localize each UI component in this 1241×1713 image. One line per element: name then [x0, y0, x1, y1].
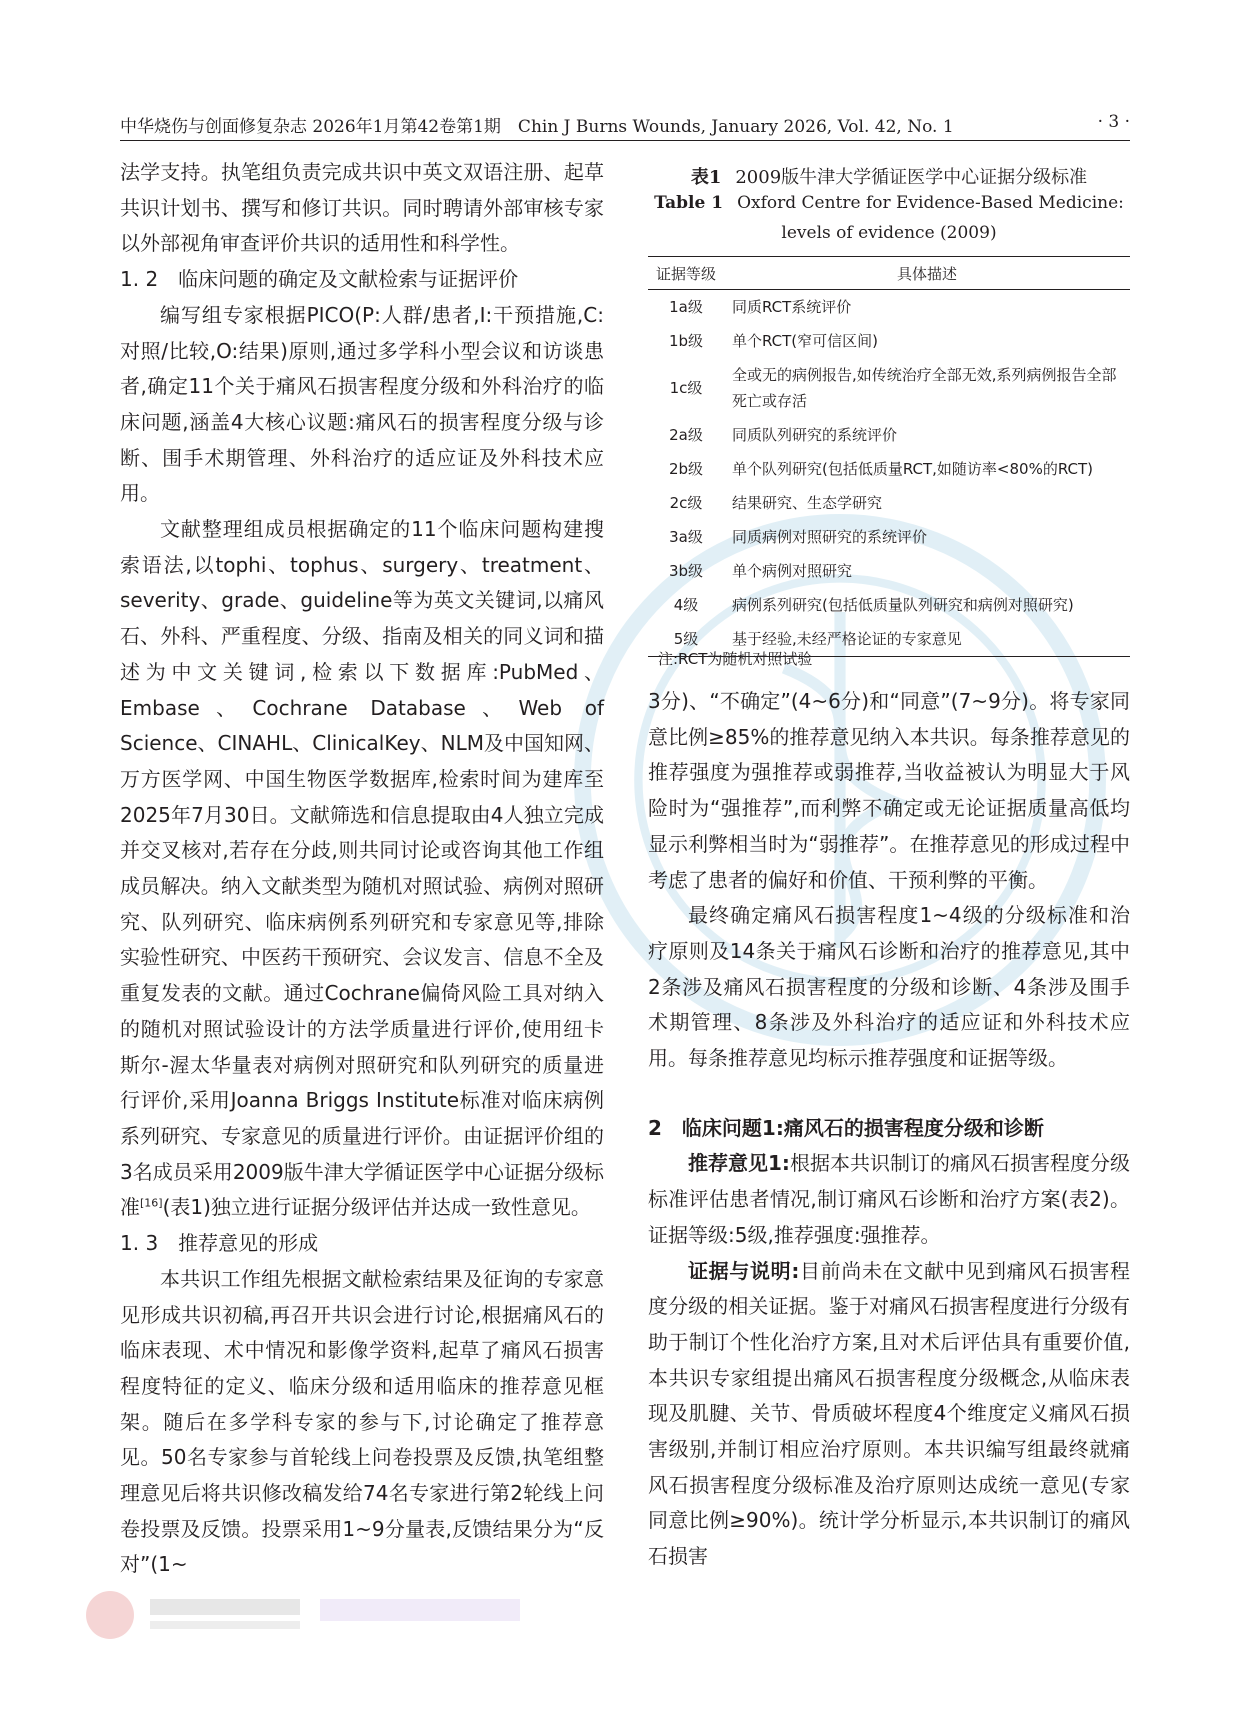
- paragraph: 3分)、“不确定”(4~6分)和“同意”(7~9分)。将专家同意比例≥85%的推荐意见纳入本共识。每条推荐意见的推荐强度为强推荐或弱推荐,当收益被认为明显大于风险时为“强推荐”,而利弊不确定或无论证据质量高低均显示利弊相当时为“弱推荐”。在推荐意见的形成过程中考虑了患者的偏好和价值、干预利弊的平衡。: [648, 689, 1130, 892]
- evidence-description-cell: 同质病例对照研究的系统评价: [732, 528, 928, 546]
- evidence-paragraph: [648, 1254, 1130, 1575]
- table-title-cn: [648, 163, 1130, 189]
- column-header-description: 具体描述: [724, 257, 1130, 290]
- section-heading-1-2: 1. 2 临床问题的确定及文献检索与证据评价: [120, 267, 519, 292]
- recommendation-text: 根据本共识制订的痛风石损害程度分级标准评估患者情况,制订痛风石诊断和治疗方案(表2)。证据等级:5级,推荐强度:强推荐。: [648, 1151, 1131, 1247]
- evidence-description-cell: 单个队列研究(包括低质量RCT,如随访率<80%的RCT): [732, 460, 1094, 478]
- table-row: [648, 418, 1130, 452]
- page-number: · 3 ·: [1097, 112, 1130, 132]
- evidence-grade-cell: 2c级: [669, 494, 703, 512]
- evidence-description-cell: 同质队列研究的系统评价: [732, 426, 898, 444]
- evidence-grade-cell: 4级: [673, 596, 699, 614]
- citation-ref[interactable]: [16]: [140, 1196, 163, 1210]
- paragraph-text: (表1)独立进行证据分级评估并达成一致性意见。: [162, 1195, 591, 1220]
- paragraph: 最终确定痛风石损害程度1~4级的分级标准和治疗原则及14条关于痛风石诊断和治疗的推荐意见,其中2条涉及痛风石损害程度的分级和诊断、4条涉及围手术期管理、8条涉及外科治疗的适应证和外科技术应用。每条推荐意见均标示推荐强度和证据等级。: [648, 903, 1130, 1071]
- header-rule: [120, 140, 1130, 141]
- evidence-description-cell: 单个RCT(窄可信区间): [732, 332, 879, 350]
- evidence-grade-cell: 5级: [648, 622, 724, 657]
- evidence-grade-cell: 2a级: [669, 426, 703, 444]
- table-row: [648, 290, 1130, 325]
- paragraph: 编写组专家根据PICO(P:人群/患者,I:干预措施,C:对照/比较,O:结果)原则,通过多学科小型会议和访谈患者,确定11个关于痛风石损害程度分级和外科治疗的临床问题,涵盖4大核心议题:痛风石的损害程度分级与诊断、围手术期管理、外科治疗的适应证及外科技术应用。: [120, 302, 604, 506]
- right-column: [648, 684, 1130, 1575]
- column-header-grade: 证据等级: [648, 257, 724, 290]
- paragraph: 法学支持。执笔组负责完成共识中英文双语注册、起草共识计划书、撰写和修订共识。同时聘请外部审核专家以外部视角审查评价共识的适用性和科学性。: [120, 160, 604, 256]
- evidence-description-cell: 同质RCT系统评价: [732, 298, 852, 316]
- evidence-grade-cell: 1c级: [669, 379, 703, 397]
- evidence-levels-table: [648, 256, 1130, 657]
- table-row: [648, 452, 1130, 486]
- recommendation-paragraph: [648, 1146, 1130, 1253]
- table-row: [648, 554, 1130, 588]
- evidence-grade-cell: 2b级: [668, 460, 704, 478]
- table-label-en: Table 1: [654, 193, 724, 213]
- publisher-logo-watermark: [80, 1585, 560, 1645]
- evidence-description-cell: 单个病例对照研究: [732, 562, 853, 580]
- evidence-description-cell: 病例系列研究(包括低质量队列研究和病例对照研究): [732, 596, 1074, 614]
- table-title-en: [648, 193, 1130, 213]
- evidence-grade-cell: 1a级: [669, 298, 703, 316]
- section-heading-2: 2 临床问题1:痛风石的损害程度分级和诊断: [648, 1115, 1044, 1140]
- evidence-grade-cell: 3b级: [668, 562, 704, 580]
- journal-citation: 中华烧伤与创面修复杂志 2026年1月第42卷第1期 Chin J Burns Wounds, January 2026, Vol. 42, No. 1: [120, 117, 954, 137]
- evidence-description-cell: 基于经验,未经严格论证的专家意见: [724, 622, 1130, 657]
- table-note: 注:RCT为随机对照试验: [658, 650, 813, 668]
- evidence-grade-cell: 1b级: [668, 332, 704, 350]
- evidence-description-cell: 全或无的病例报告,如传统治疗全部无效,系列病例报告全部死亡或存活: [732, 366, 1117, 410]
- table-title-en-line2: levels of evidence (2009): [781, 223, 997, 243]
- recommendation-label: 推荐意见1:: [688, 1151, 790, 1176]
- running-header: [120, 108, 1130, 138]
- table-row: [648, 324, 1130, 358]
- paragraph: 本共识工作组先根据文献检索结果及征询的专家意见形成共识初稿,再召开共识会进行讨论,根据痛风石的临床表现、术中情况和影像学资料,起草了痛风石损害程度特征的定义、临床分级和适用临床的推荐意见框架。随后在多学科专家的参与下,讨论确定了推荐意见。50名专家参与首轮线上问卷投票及反馈,执笔组整理意见后将共识修改稿发给74名专家进行第2轮线上问卷投票及反馈。投票采用1~9分量表,反馈结果分为“反对”(1~: [120, 1266, 604, 1577]
- evidence-description-cell: 结果研究、生态学研究: [732, 494, 883, 512]
- left-column: [120, 155, 604, 1583]
- table-row: [648, 358, 1130, 418]
- table-title-text: 2009版牛津大学循证医学中心证据分级标准: [735, 167, 1088, 188]
- paragraph-text: 文献整理组成员根据确定的11个临床问题构建搜索语法,以tophi、tophus、surgery、treatment、severity、grade、guideline等为英文关键词,以痛风石、外科、严重程度、分级、指南及相关的同义词和描述为中文关键词,检索以下数据库:PubMed、Embase、Cochrane Database、Web of Science、CINAHL、ClinicalKey、NLM及中国知网、万方医学网、中国生物医学数据库,检索时间为建库至2025年7月30日。文献筛选和信息提取由4人独立完成并交叉核对,若存在分歧,则共同讨论或咨询其他工作组成员解决。纳入文献类型为随机对照试验、病例对照研究、队列研究、临床病例系列研究和专家意见等,排除实验性研究、中医药干预研究、会议发言、信息不全及重复发表的文献。通过Cochrane偏倚风险工具对纳入的随机对照试验设计的方法学质量进行评价,使用纽卡斯尔-渥太华量表对病例对照研究和队列研究的质量进行评价,采用Joanna Briggs Institute标准对临床病例系列研究、专家意见的质量进行评价。由证据评价组的3名成员采用2009版牛津大学循证医学中心证据分级标准: [120, 517, 604, 1220]
- evidence-label: 证据与说明:: [688, 1258, 800, 1283]
- table-row: [648, 588, 1130, 622]
- table-row: [648, 520, 1130, 554]
- table-label: 表1: [690, 167, 722, 188]
- evidence-text: 目前尚未在文献中见到痛风石损害程度分级的相关证据。鉴于对痛风石损害程度进行分级有助于制订个性化治疗方案,且对术后评估具有重要价值,本共识专家组提出痛风石损害程度分级概念,从临床表现及肌腱、关节、骨质破坏程度4个维度定义痛风石损害级别,并制订相应治疗原则。本共识编写组最终就痛风石损害程度分级标准及治疗原则达成统一意见(专家同意比例≥90%)。统计学分析显示,本共识制订的痛风石损害: [648, 1258, 1131, 1569]
- paragraph: [120, 512, 604, 1226]
- evidence-grade-cell: 3a级: [669, 528, 703, 546]
- section-heading-1-3: 1. 3 推荐意见的形成: [120, 1231, 319, 1256]
- table-row: [648, 486, 1130, 520]
- table-title-en-text: Oxford Centre for Evidence-Based Medicine:: [737, 193, 1124, 213]
- table-header-row: [648, 257, 1130, 290]
